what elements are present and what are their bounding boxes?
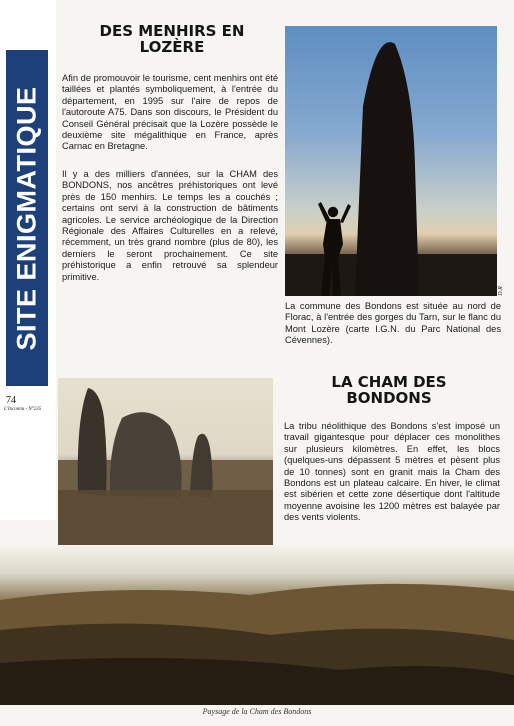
photo-credit-1: D.R — [497, 286, 504, 296]
article-title-cham: LA CHAM DES BONDONS — [331, 373, 447, 407]
menhir-photo — [285, 26, 497, 296]
magazine-credit: L'Inconnu - N°235 — [4, 407, 42, 412]
landscape-caption: Paysage de la Cham des Bondons — [202, 707, 312, 716]
photo-caption: La commune des Bondons est située au nord de Florac, à l'entrée des gorges du Tarn, sur le flanc du Mont Lozère (carte I.G.N. du Parc National des Cévennes). — [285, 301, 501, 346]
standing-stones-photo — [58, 378, 273, 568]
page-number: 74 — [6, 395, 16, 406]
sidebar — [0, 0, 56, 520]
landscape-photo — [0, 545, 514, 705]
article-paragraph-3: La tribu néolithique des Bondons s'est imposé un travail gigantesque pour déplacer ces monolithes sur plusieurs kilomètres. En effet, les blocs (quelques-uns dépassent 5 mètres et pèsent plus de 10 tonnes) sont en granit mais la Cham des Bondons est un plateau calcaire. En hiver, le climat est sibérien et cette zone désertique dont l'altitude moyenne avoisine les 1200 mètres est balayée par des vents violents. — [284, 421, 500, 523]
article-title-menhirs: DES MENHIRS EN LOZÈRE — [99, 22, 245, 56]
article-paragraph-2: Il y a des milliers d'années, sur la CHAM des BONDONS, nos ancêtres préhistoriques ont levé près de 150 menhirs. Le temps les a couchés ; certains ont servi à la construction de bâtiments agricoles. Le service archéologique de la Direction Régionale des Affaires Culturelles en a relevé, récemment, un très grand nombre (plus de 80), les derniers le seront prochainement. Ce site préhistorique a enfin retrouvé sa splendeur primitive. — [62, 169, 278, 282]
section-title: SITE ENIGMATIQUE — [11, 85, 42, 351]
article-paragraph-1: Afin de promouvoir le tourisme, cent menhirs ont été taillées et plantés symboliquement, à l'entrée du département, en 1995 sur l'aire de repos de l'autoroute A75. Dans son discours, le Président du Conseil Général précisait que la Lozère possède le deuxième site mégalithique en France, après Carnac en Bretagne. — [62, 73, 278, 152]
